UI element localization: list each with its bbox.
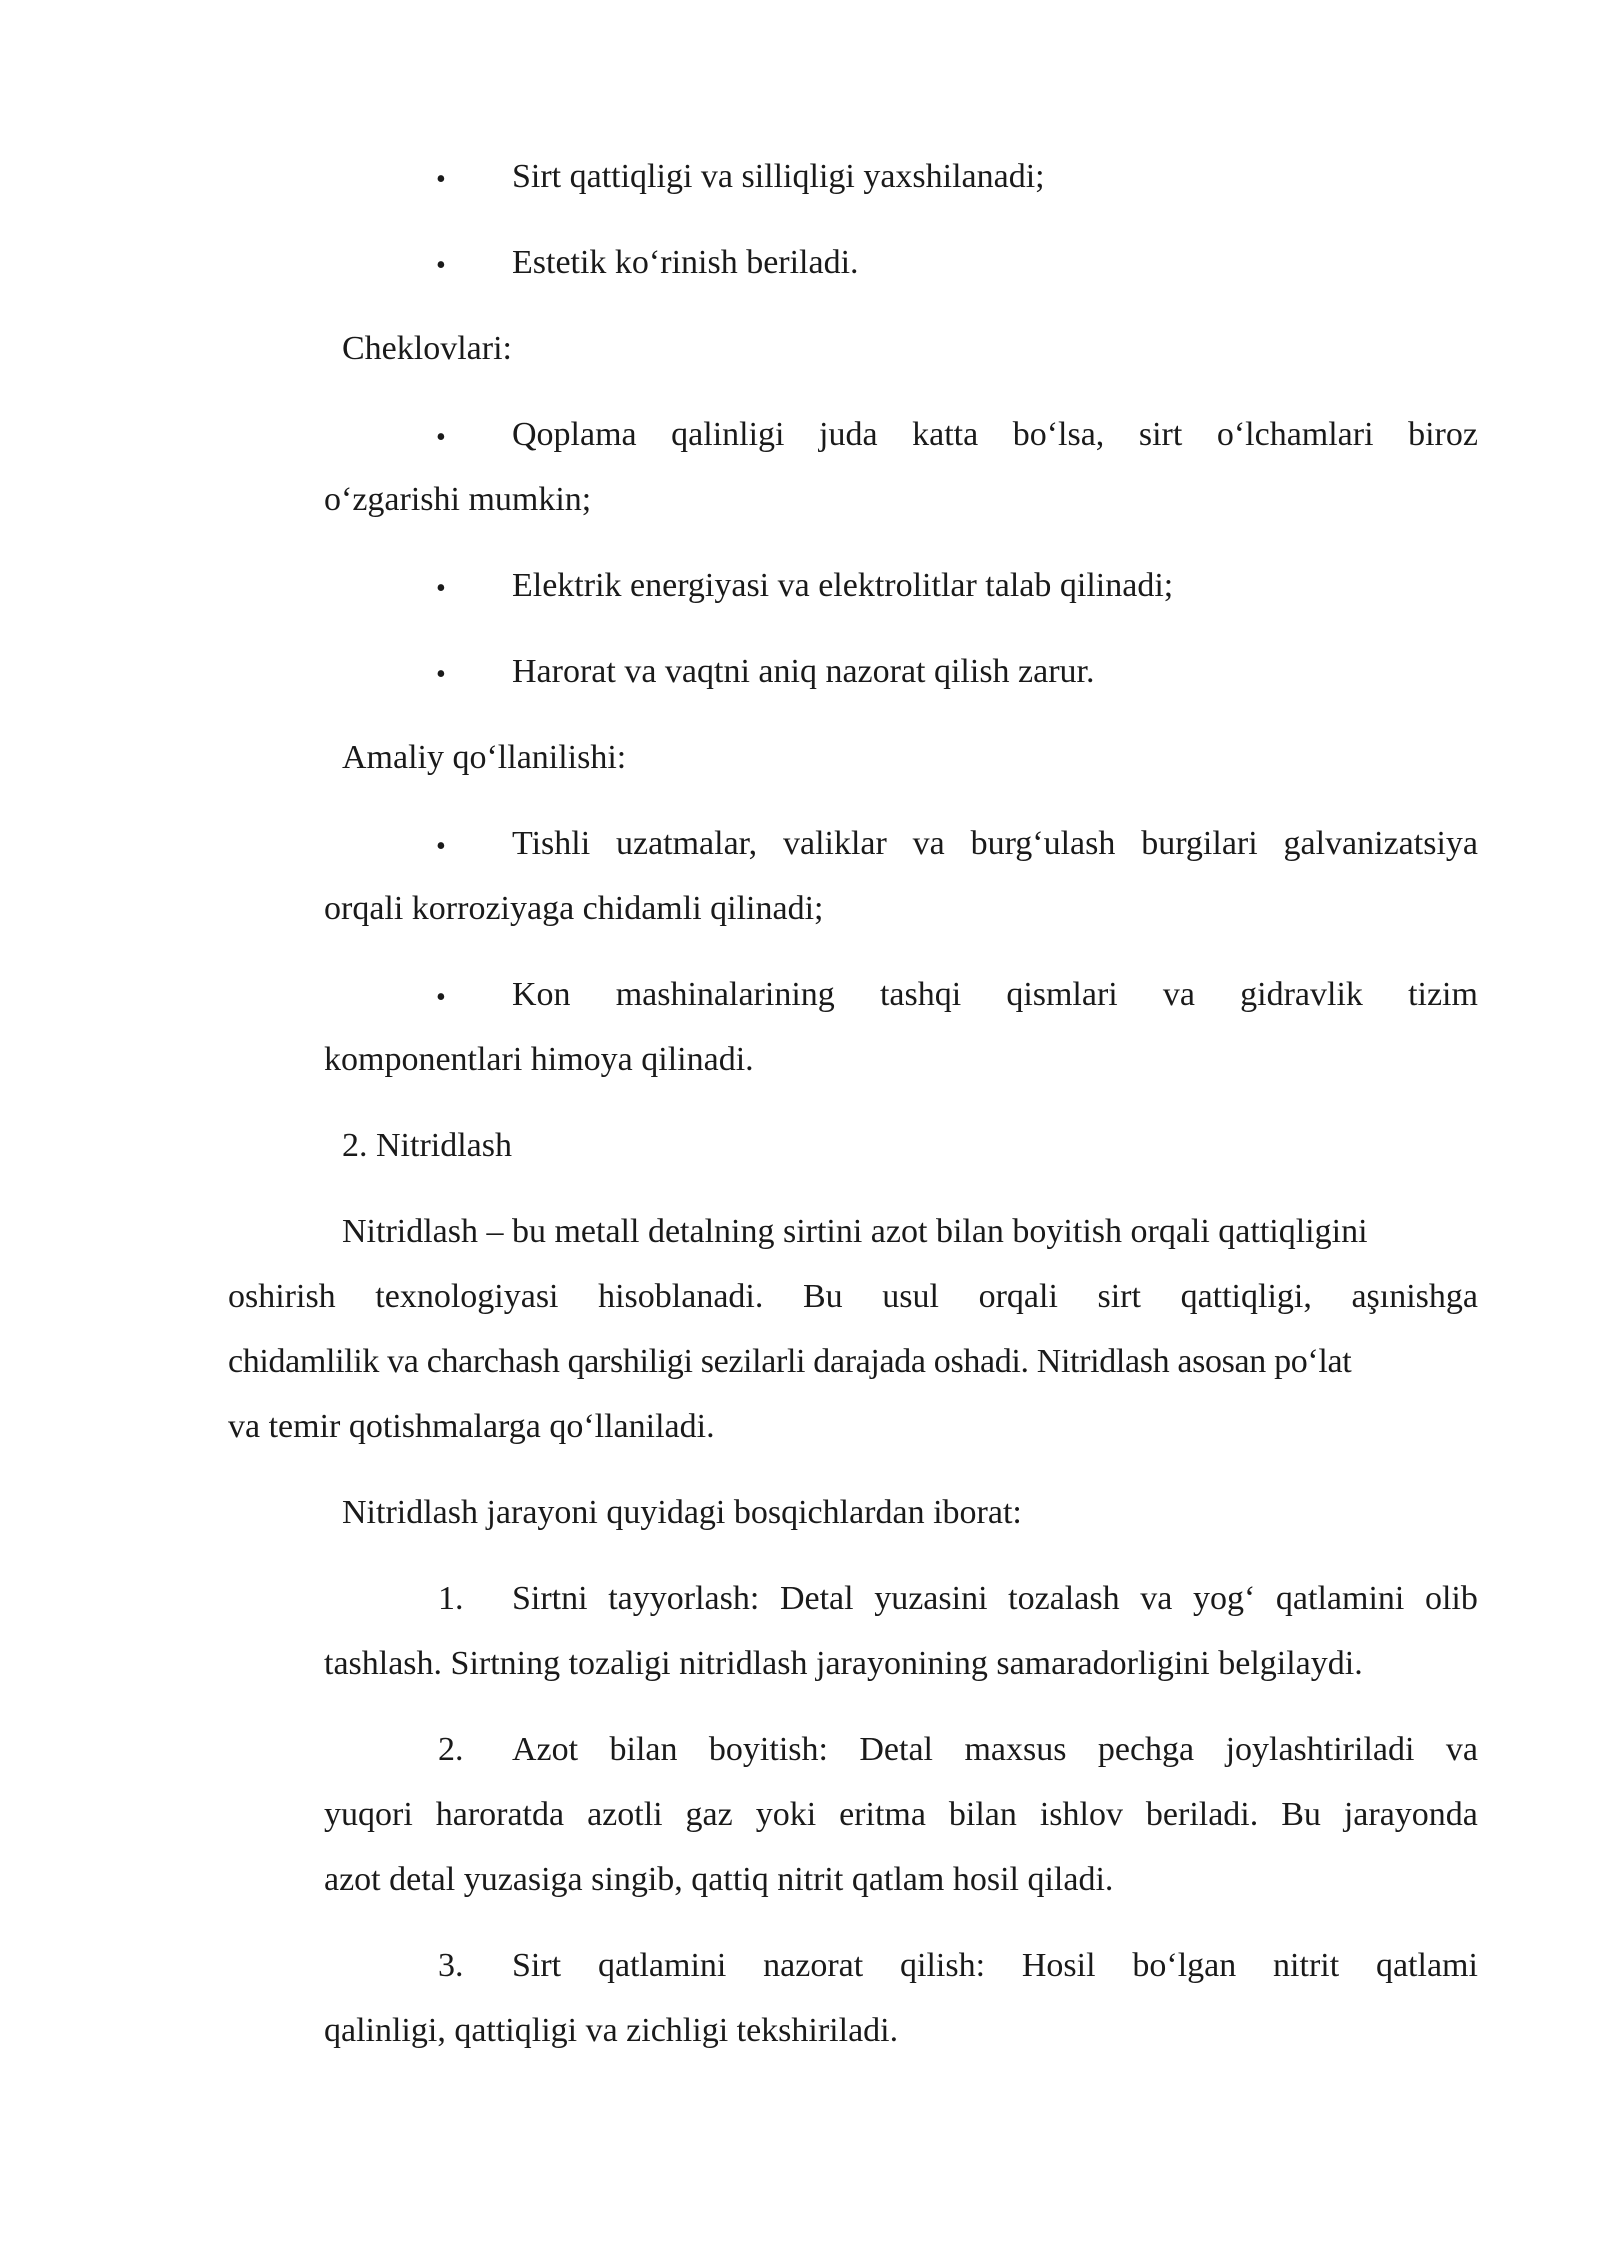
- word: qattiqligi,: [1180, 1278, 1312, 1315]
- bullet-item-continuation: komponentlari himoya qilinadi.: [324, 1041, 754, 1078]
- word: boyitish:: [708, 1731, 828, 1768]
- bullet-marker: •: [436, 659, 446, 690]
- bullet-marker: •: [436, 982, 446, 1013]
- word: tozalash: [1008, 1580, 1120, 1617]
- word: Azot: [512, 1731, 579, 1768]
- numbered-item-continuation: tashlash. Sirtning tozaligi nitridlash jarayonining samaradorligini belgilaydi.: [324, 1645, 1363, 1682]
- bullet-item-text: Harorat va vaqtni aniq nazorat qilish zarur.: [512, 653, 1095, 690]
- word: valiklar: [782, 825, 887, 862]
- word: olib: [1424, 1580, 1478, 1617]
- word: qatlamini: [597, 1947, 727, 1984]
- paragraph-line: chidamlilik va charchash qarshiligi sezilarli darajada oshadi. Nitridlash asosan po‘lat: [228, 1343, 1352, 1380]
- bullet-marker: •: [436, 164, 446, 195]
- word: hisoblanadi.: [598, 1278, 764, 1315]
- bullet-item-text: Estetik ko‘rinish beriladi.: [512, 244, 859, 281]
- numbered-item-text-justified: [512, 1582, 1478, 1616]
- bullet-item-text: Elektrik energiyasi va elektrolitlar talab qilinadi;: [512, 567, 1174, 604]
- list-number: 2.: [438, 1731, 464, 1768]
- numbered-item-text-justified: [512, 1949, 1478, 1983]
- numbered-item-text-justified: [512, 1733, 1478, 1767]
- section-heading-nitriding: 2. Nitridlash: [342, 1127, 512, 1164]
- word: bo‘lsa,: [1012, 416, 1105, 453]
- word: Kon: [512, 976, 571, 1013]
- word: Tishli: [512, 825, 591, 862]
- bullet-marker: •: [436, 250, 446, 281]
- word: va: [1445, 1731, 1478, 1768]
- word: va: [1162, 976, 1195, 1013]
- word: sirt: [1138, 416, 1183, 453]
- bullet-marker: •: [436, 573, 446, 604]
- word: mashinalarining: [615, 976, 835, 1013]
- list-number: 3.: [438, 1947, 464, 1984]
- word: oshirish: [228, 1278, 336, 1315]
- word: katta: [912, 416, 979, 453]
- word: ishlov: [1039, 1796, 1123, 1833]
- word: va: [912, 825, 945, 862]
- word: aşınishga: [1351, 1278, 1478, 1315]
- bullet-item-text-justified: [512, 418, 1478, 452]
- word: qatlami: [1375, 1947, 1478, 1984]
- word: Detal: [779, 1580, 854, 1617]
- word: yog‘: [1192, 1580, 1256, 1617]
- word: Hosil: [1021, 1947, 1096, 1984]
- word: nitrit: [1273, 1947, 1340, 1984]
- bullet-item-continuation: o‘zgarishi mumkin;: [324, 481, 592, 518]
- section-heading-applications: Amaliy qo‘llanilishi:: [342, 739, 627, 776]
- word: joylashtiriladi: [1225, 1731, 1415, 1768]
- word: Bu: [1281, 1796, 1321, 1833]
- bullet-item-text-justified: [512, 827, 1478, 861]
- word: Bu: [802, 1278, 843, 1315]
- word: yuqori: [324, 1796, 413, 1833]
- word: bilan: [609, 1731, 678, 1768]
- word: bo‘lgan: [1132, 1947, 1237, 1984]
- word: yoki: [755, 1796, 817, 1833]
- bullet-marker: •: [436, 831, 446, 862]
- paragraph-line: Nitridlash – bu metall detalning sirtini azot bilan boyitish orqali qattiqligini: [342, 1213, 1368, 1250]
- word: tizim: [1408, 976, 1478, 1013]
- word: qatlamini: [1275, 1580, 1405, 1617]
- bullet-item-continuation: orqali korroziyaga chidamli qilinadi;: [324, 890, 824, 927]
- paragraph-line-justified: [228, 1280, 1478, 1314]
- word: nazorat: [763, 1947, 864, 1984]
- word: pechga: [1097, 1731, 1195, 1768]
- word: sirt: [1097, 1278, 1141, 1315]
- word: qismlari: [1006, 976, 1118, 1013]
- word: juda: [819, 416, 878, 453]
- word: burg‘ulash: [970, 825, 1116, 862]
- word: biroz: [1408, 416, 1478, 453]
- word: qilish:: [900, 1947, 986, 1984]
- word: va: [1140, 1580, 1173, 1617]
- word: gaz: [685, 1796, 733, 1833]
- word: usul: [882, 1278, 939, 1315]
- numbered-item-continuation: qalinligi, qattiqligi va zichligi tekshiriladi.: [324, 2012, 899, 2049]
- paragraph-line: Nitridlash jarayoni quyidagi bosqichlardan iborat:: [342, 1494, 1022, 1531]
- word: burgilari: [1141, 825, 1258, 862]
- word: o‘lchamlari: [1216, 416, 1374, 453]
- bullet-item-text: Sirt qattiqligi va silliqligi yaxshilanadi;: [512, 158, 1045, 195]
- word: bilan: [948, 1796, 1017, 1833]
- numbered-item-continuation: azot detal yuzasiga singib, qattiq nitrit qatlam hosil qiladi.: [324, 1861, 1114, 1898]
- list-number: 1.: [438, 1580, 464, 1617]
- bullet-item-text-justified: [512, 978, 1478, 1012]
- word: Qoplama: [512, 416, 637, 453]
- word: gidravlik: [1240, 976, 1363, 1013]
- section-heading-limitations: Cheklovlari:: [342, 330, 512, 367]
- word: maxsus: [964, 1731, 1067, 1768]
- word: eritma: [839, 1796, 926, 1833]
- word: galvanizatsiya: [1283, 825, 1478, 862]
- word: azotli: [587, 1796, 663, 1833]
- word: jarayonda: [1343, 1796, 1478, 1833]
- word: Sirtni: [512, 1580, 588, 1617]
- word: Detal: [859, 1731, 934, 1768]
- word: uzatmalar,: [615, 825, 758, 862]
- word: tashqi: [879, 976, 962, 1013]
- word: tayyorlash:: [608, 1580, 760, 1617]
- word: qalinligi: [671, 416, 785, 453]
- numbered-item-continuation-justified: [324, 1798, 1478, 1832]
- word: yuzasini: [874, 1580, 988, 1617]
- word: Sirt: [512, 1947, 562, 1984]
- word: texnologiyasi: [375, 1278, 559, 1315]
- paragraph-line: va temir qotishmalarga qo‘llaniladi.: [228, 1408, 715, 1445]
- word: beriladi.: [1145, 1796, 1259, 1833]
- word: haroratda: [435, 1796, 565, 1833]
- word: orqali: [978, 1278, 1058, 1315]
- bullet-marker: •: [436, 422, 446, 453]
